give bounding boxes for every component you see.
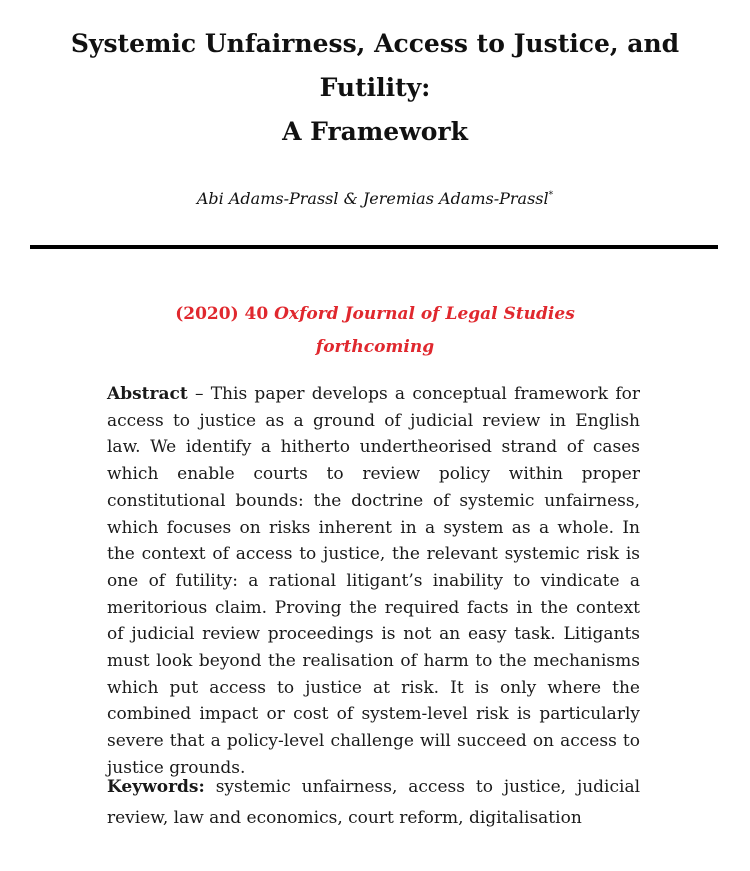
citation-line-1 [60, 298, 690, 331]
author-line [40, 187, 710, 211]
citation-status: forthcoming [315, 337, 435, 357]
header-divider [30, 245, 718, 249]
author-footnote-mark[interactable]: * [548, 190, 554, 201]
journal-citation[interactable] [60, 298, 690, 364]
title-line-1: Systemic Unfairness, Access to Justice, and [70, 29, 680, 58]
title-line-2: Futility: [319, 73, 431, 102]
abstract-separator: – [187, 384, 211, 404]
keywords-label: Keywords: [107, 777, 205, 797]
citation-year-volume: (2020) 40 [175, 304, 269, 324]
citation-journal: Oxford Journal of Legal Studies [274, 304, 575, 324]
abstract [107, 381, 640, 782]
keywords-text: systemic unfairness, access to justice, judicial review, law and economics, court reform, digitalisation [107, 777, 641, 828]
title-line-3: A Framework [282, 117, 468, 146]
abstract-label: Abstract [107, 384, 188, 404]
paper-title [40, 22, 710, 154]
author-names: Abi Adams-Prassl & Jeremias Adams-Prassl [196, 189, 549, 208]
keywords [107, 772, 640, 834]
abstract-text: This paper develops a conceptual framework for access to justice as a ground of judicial review in English law. We identify a hitherto undertheorised strand of cases which enable courts to review policy within proper constitutional bounds: the doctrine of systemic unfairness, which focuses on risks inherent in a system as a whole. In the context of access to justice, the relevant systemic risk is one of futility: a rational litigant’s inability to vindicate a meritorious claim. Proving the required facts in the context of judicial review proceedings is not an easy task. Litigants must look beyond the realisation of harm to the mechanisms which put access to justice at risk. It is only where the combined impact or cost of system-level risk is particularly severe that a policy-level challenge will succeed on access to justice grounds. [107, 384, 640, 778]
